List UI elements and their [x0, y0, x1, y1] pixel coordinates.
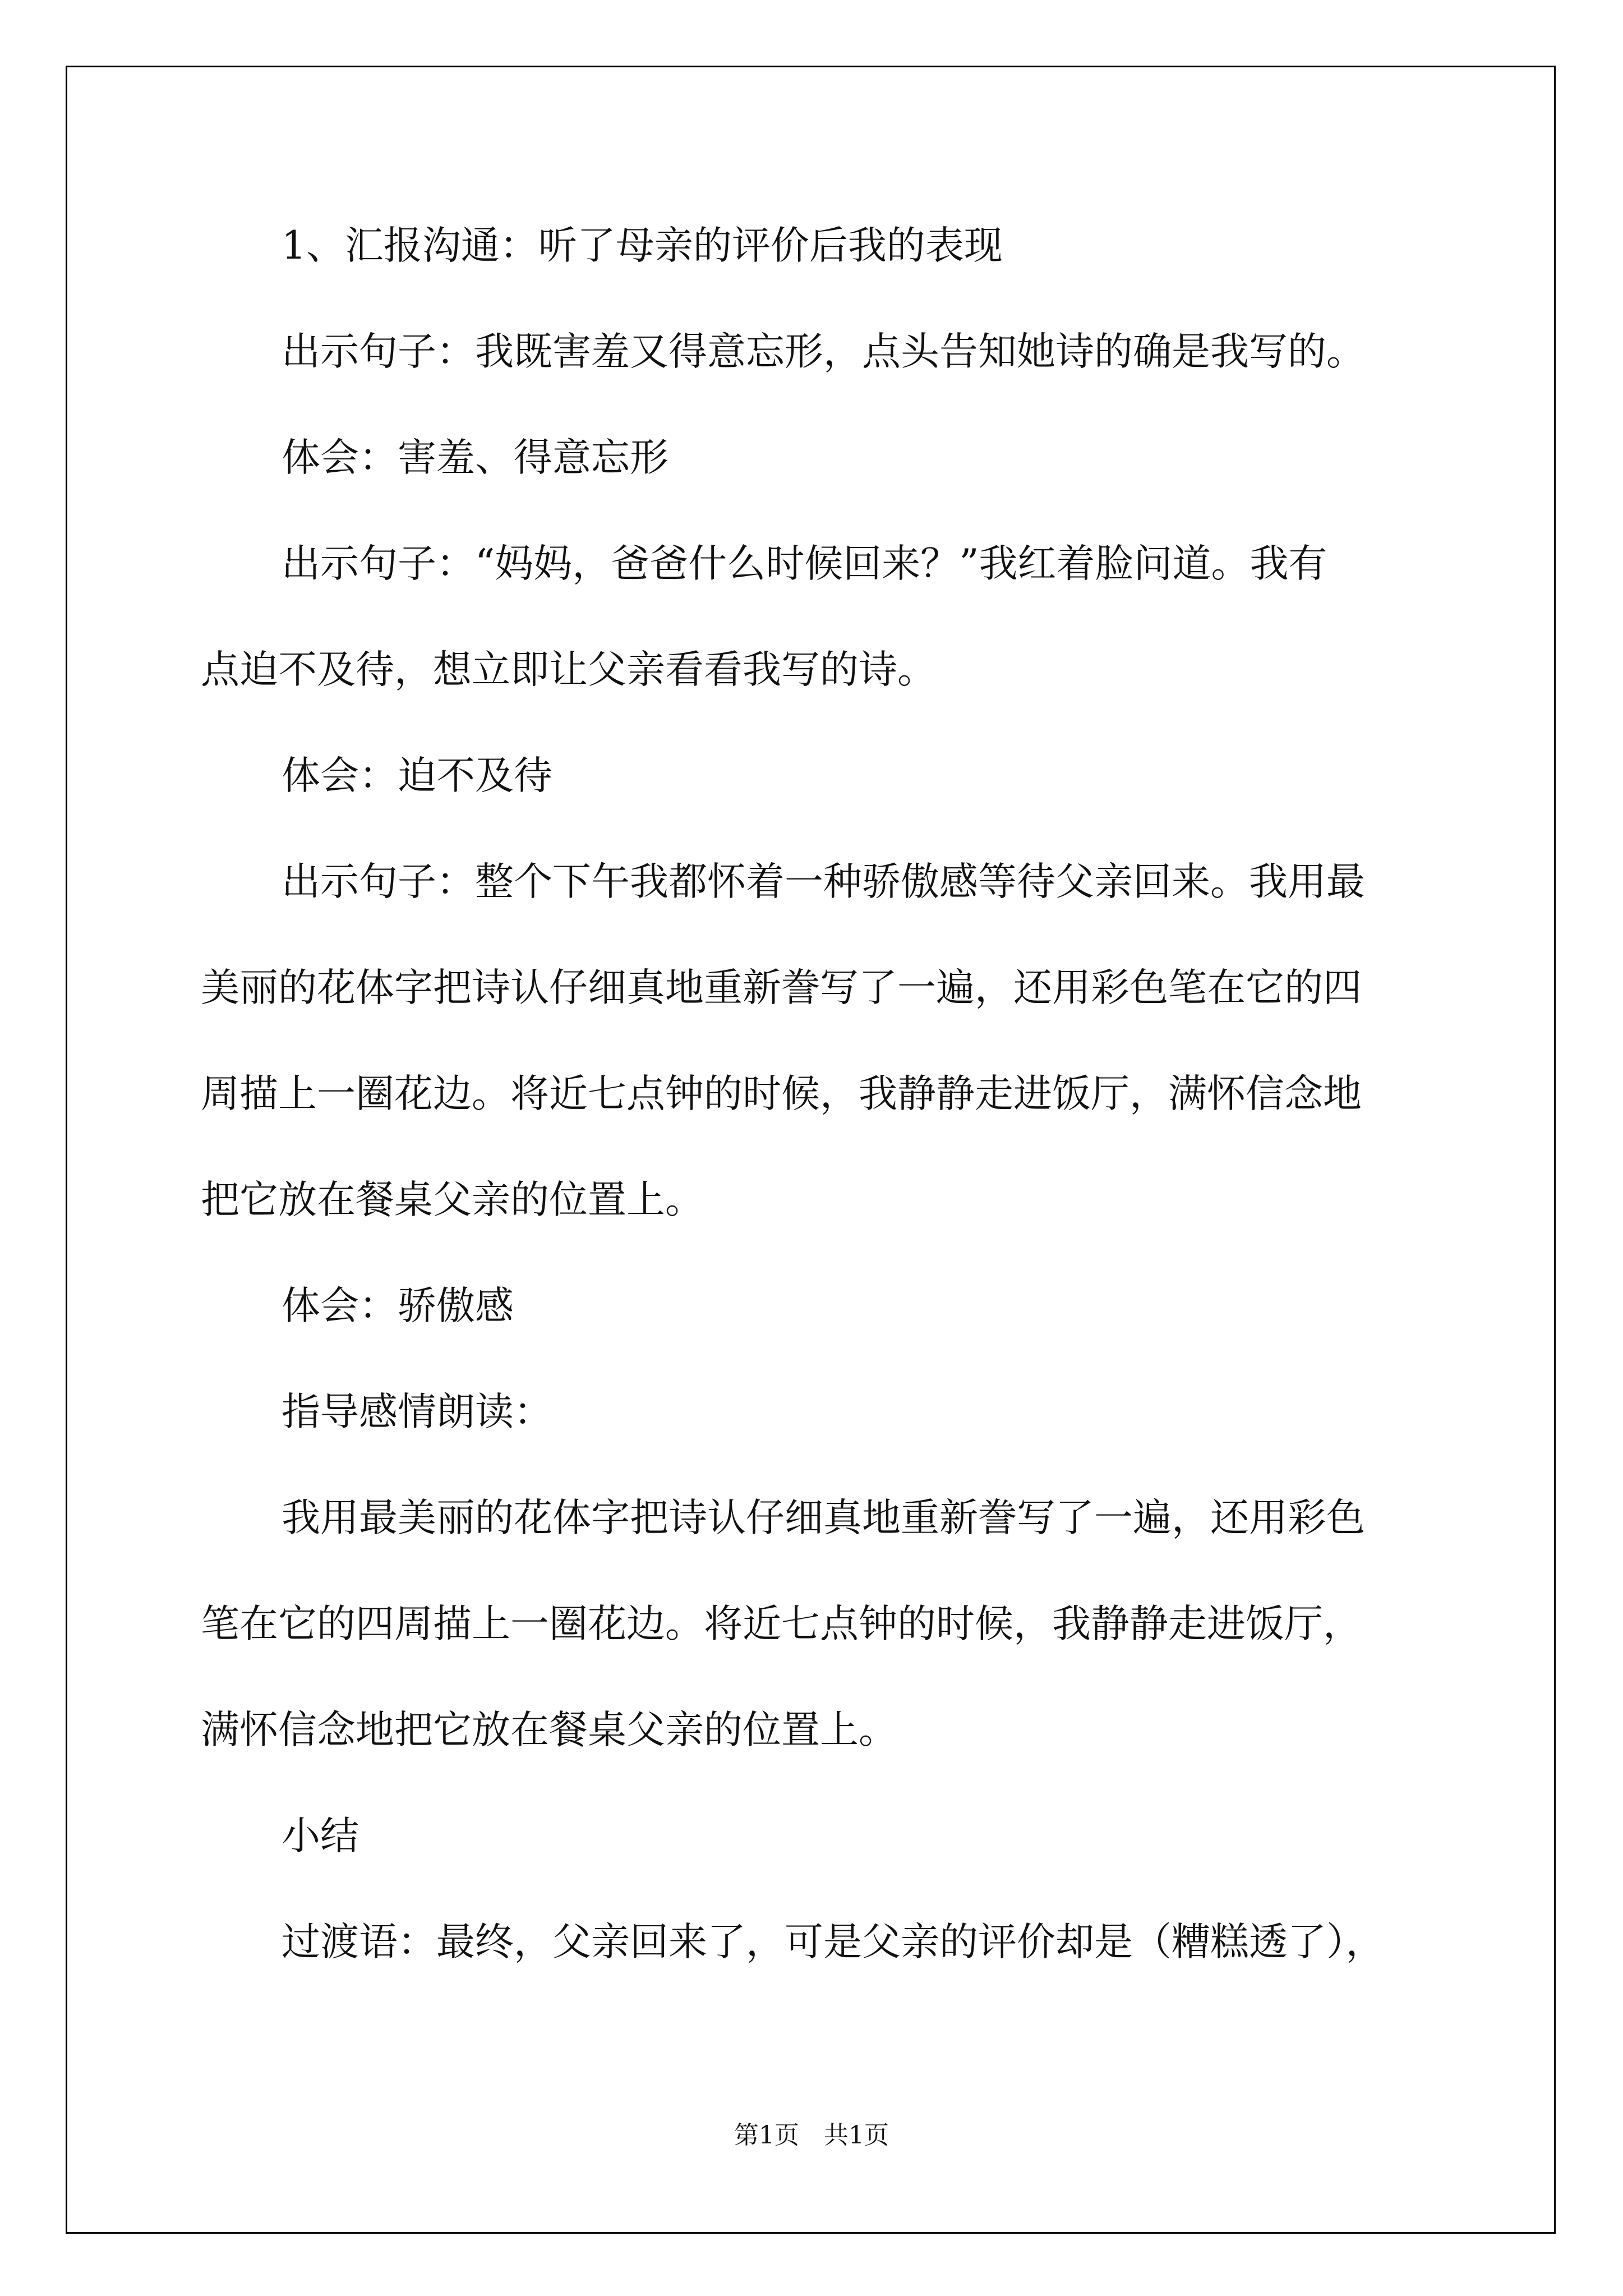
- paragraph-line: 我用最美丽的花体字把诗认仔细真地重新誊写了一遍，还用彩色: [282, 1496, 1365, 1540]
- page-footer: 第1页 共1页: [734, 2121, 889, 2150]
- paragraph-line: 点迫不及待，想立即让父亲看看我写的诗。: [201, 647, 936, 692]
- paragraph-line: 美丽的花体字把诗认仔细真地重新誊写了一遍，还用彩色笔在它的四: [201, 965, 1362, 1010]
- paragraph-line: 出示句子：我既害羞又得意忘形，点头告知她诗的确是我写的。: [282, 329, 1365, 374]
- paragraph-line: 把它放在餐桌父亲的位置上。: [201, 1177, 704, 1222]
- paragraph-line: 出示句子：“妈妈，爸爸什么时候回来？”我红着脸问道。我有: [282, 541, 1327, 586]
- paragraph-line: 笔在它的四周描上一圈花边。将近七点钟的时候，我静静走进饭厅，: [201, 1602, 1362, 1646]
- paragraph-line: 过渡语：最终，父亲回来了，可是父亲的评价却是（糟糕透了），: [282, 1920, 1385, 1964]
- paragraph-line: 1、汇报沟通：听了母亲的评价后我的表现: [282, 223, 1003, 268]
- paragraph-line: 小结: [282, 1814, 359, 1858]
- paragraph-line: 体会：害羞、得意忘形: [282, 435, 668, 480]
- paragraph-line: 体会：迫不及待: [282, 753, 552, 798]
- paragraph-line: 指导感情朗读：: [282, 1389, 552, 1434]
- page-border: [66, 66, 1556, 2234]
- paragraph-line: 周描上一圈花边。将近七点钟的时候，我静静走进饭厅，满怀信念地: [201, 1071, 1362, 1116]
- paragraph-line: 体会：骄傲感: [282, 1283, 514, 1328]
- paragraph-line: 满怀信念地把它放在餐桌父亲的位置上。: [201, 1708, 897, 1752]
- paragraph-line: 出示句子：整个下午我都怀着一种骄傲感等待父亲回来。我用最: [282, 859, 1365, 904]
